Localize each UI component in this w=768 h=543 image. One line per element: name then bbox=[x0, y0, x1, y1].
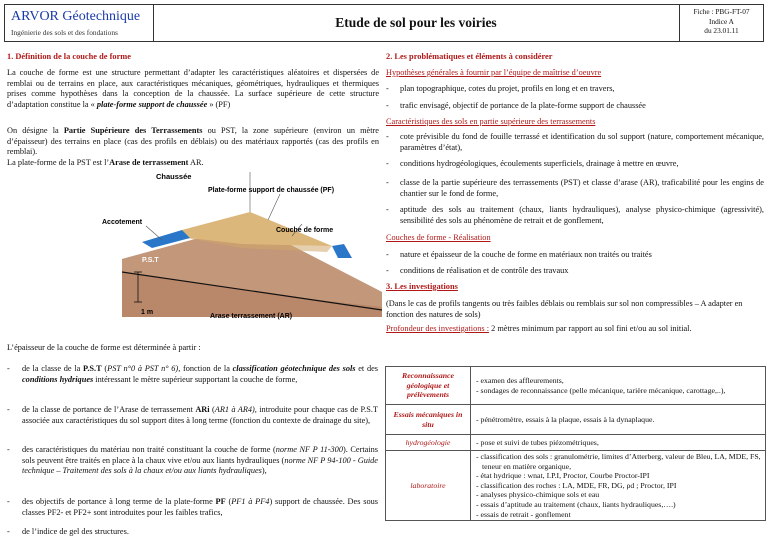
bullet-dash: - bbox=[386, 159, 389, 168]
row-header: Reconnaissance géologique et prélèvements bbox=[386, 367, 471, 405]
text-run: ou PST, la zone supérieure (environ un mètre d’épaisseur) des terrains en place (cas des profils en déblais) ou des matériaux rapportés (cas des profils en remblai). bbox=[7, 126, 379, 157]
text-run: ) support de chaussée. Des sous classes PF2- et PF2+ sont introduites pour les faibles trafics, bbox=[22, 497, 378, 517]
text-run: essais de retrait - gonflement bbox=[480, 509, 571, 519]
emphasis: plate-forme support de chaussée bbox=[96, 99, 208, 109]
emphasis: classification géotechnique des sols bbox=[232, 364, 356, 373]
list-item: nature et épaisseur de la couche de forme en matériaux non traités ou traités bbox=[400, 250, 652, 259]
brand-name: ARVOR Géotechnique bbox=[11, 9, 141, 24]
ref-line: Fiche : PBG-FT-07 bbox=[693, 7, 750, 16]
leader-line bbox=[146, 226, 162, 240]
label-pf-text: Plate-forme support de chaussée (PF) bbox=[208, 187, 335, 194]
list-item: trafic envisagé, objectif de portance de la plate-forme support de chaussée bbox=[400, 101, 646, 110]
text-run: » (PF) bbox=[207, 99, 231, 109]
list-item: conditions de réalisation et de contrôle des travaux bbox=[400, 266, 569, 275]
depth-value: 2 mètres minimum par rapport au sol fini et/ou au sol initial. bbox=[489, 324, 692, 333]
investigations-table bbox=[385, 366, 766, 521]
label-1m: 1 m bbox=[141, 309, 154, 316]
italic-run: PF1 à PF4 bbox=[231, 497, 270, 506]
investigation-depth bbox=[386, 324, 764, 335]
accotement-right bbox=[332, 244, 352, 258]
text-run: classification des sols : granulométrie, limites d’Atterberg, valeur de Bleu, LA, MDE, FS, teneur en matière organique, bbox=[480, 452, 761, 471]
section-1-title: 1. Définition de la couche de forme bbox=[7, 52, 131, 61]
italic-run: norme NF P 11-300 bbox=[275, 445, 343, 454]
emphasis: Arase de terrassement bbox=[109, 157, 189, 167]
text-run: On désigne la bbox=[7, 126, 64, 135]
list-item: de l’indice de gel des structures. bbox=[22, 527, 129, 536]
bullet-dash: - bbox=[386, 101, 389, 110]
depth-label: Profondeur des investigations : bbox=[386, 324, 490, 333]
label-pf bbox=[208, 187, 334, 194]
bullet-dash: - bbox=[386, 205, 389, 214]
list-item: - classification des roches : LA, MDE, FR, DG, ρd ; Proctor, IPI bbox=[476, 480, 677, 490]
list-item bbox=[22, 405, 378, 426]
text-run: examen des affleurements, bbox=[480, 375, 564, 385]
section-3-note: (Dans le cas de profils tangents ou très faibles déblais ou remblais sur sol non compressibles – A adapter en fonction des natures de sols) bbox=[386, 299, 743, 319]
label-couche-de-forme: Couche de forme bbox=[276, 227, 334, 234]
text-run: de la classe de portance de l’Arase de terrassement bbox=[22, 405, 196, 414]
list-item: - pénétromètre, essais à la plaque, essais à la dynaplaque. bbox=[476, 414, 655, 424]
text-run: essais d’aptitude au traitement (chaux, liants hydrauliques,….) bbox=[480, 499, 676, 509]
list-item: aptitude des sols au traitement (chaux, liants hydrauliques), analyse physico-chimique (agressivité), sensibilité des sols au phénomène de retrait et de gonflement, bbox=[400, 205, 764, 225]
text-run: des caractéristiques du matériau non traité constituant la couche de forme ( bbox=[22, 445, 276, 454]
text-run: classification des roches : LA, MDE, FR, DG, ρd ; Proctor, IPI bbox=[480, 480, 677, 490]
text-run: ( bbox=[101, 364, 108, 373]
row-header: laboratoire bbox=[386, 451, 471, 521]
ref-line: Indice A bbox=[709, 16, 734, 26]
list-item: - essais de retrait - gonflement bbox=[476, 509, 571, 519]
bullet-dash: - bbox=[386, 132, 389, 141]
list-item: cote prévisible du fond de fouille terrassé et identification du sol support (nature, comportement mécanique, paramètres d’état), bbox=[400, 132, 764, 152]
subheading: Hypothèses générales à fournir par l’équipe de maîtrise d’oeuvre bbox=[386, 68, 602, 77]
list-item: - examen des affleurements, bbox=[476, 375, 564, 385]
text-run: introduite pour chaque cas de P.S.T associée aux caractéristiques du sol support dites à long terme (fonction du contexte de drainage du site), bbox=[22, 405, 378, 425]
page-header bbox=[4, 4, 764, 42]
text-run: ( bbox=[225, 497, 232, 506]
label-pst: P.S.T bbox=[142, 257, 159, 264]
row-content bbox=[471, 435, 766, 451]
emphasis: ARi bbox=[195, 405, 210, 414]
table-row bbox=[386, 405, 766, 435]
table-row bbox=[386, 367, 766, 405]
section-3-title: 3. Les investigations bbox=[386, 282, 458, 291]
text-run: ( bbox=[209, 405, 215, 414]
bullet-dash: - bbox=[7, 405, 10, 414]
emphasis: conditions hydriques bbox=[22, 374, 94, 384]
subheading: Caractéristiques des sols en partie supérieure des terrassements bbox=[386, 117, 596, 126]
list-item: - état hydrique : wnat, I.P.I, Proctor, Courbe Proctor-IPI bbox=[476, 471, 650, 481]
list-item: plan topographique, cotes du projet, profils en long et en travers, bbox=[400, 84, 615, 93]
leader-line bbox=[268, 194, 280, 220]
bullet-dash: - bbox=[7, 364, 10, 373]
row-content bbox=[471, 451, 766, 521]
paragraph: La couche de forme est une structure permettant d’adapter les caractéristiques aléatoires et dispersées de remblai ou de terrains en place, aux caractéristiques mécaniques, géométriques, hydrauliques et thermiques prises comme hypothèses dans la conception de la chaussée. bbox=[7, 68, 379, 99]
emphasis: PF bbox=[215, 497, 226, 506]
ref-line: du 23.01.11 bbox=[704, 26, 739, 35]
italic-run: norme NF P 94-100 - Guide technique – Traitement des sols à la chaux et/ou aux liants hydrauliques bbox=[22, 455, 378, 476]
italic-run: AR1 à AR4), bbox=[214, 405, 257, 414]
brand-subtitle: Ingénierie des sols et des fondations bbox=[11, 28, 118, 37]
text-run: La plate-forme de la PST est l’ bbox=[7, 157, 110, 167]
list-item: classe de la partie supérieure des terrassements (PST) et classe d’arase (AR), traficabilité pour les engins de chantier sur le fond de forme, bbox=[400, 178, 764, 198]
bullet-dash: - bbox=[386, 178, 389, 187]
section-1-intro bbox=[7, 68, 379, 110]
bullet-dash: - bbox=[386, 250, 389, 259]
section-1-lead: L’épaisseur de la couche de forme est déterminée à partir : bbox=[7, 343, 201, 352]
row-header: hydrogéologie bbox=[386, 435, 471, 451]
text-run: analyses physico-chimique sols et eau bbox=[480, 490, 600, 500]
subheading: Couches de forme - Réalisation bbox=[386, 233, 491, 242]
text-run: ). Certains sols peuvent être traités en place à la chaux vive et/ou aux liants hydrauliques ( bbox=[22, 445, 379, 465]
label-accotement: Accotement bbox=[102, 219, 143, 226]
table-row bbox=[386, 435, 766, 451]
bullet-dash: - bbox=[386, 266, 389, 275]
list-item: - sondages de reconnaissance (pelle mécanique, tarière mécanique, carottage,..), bbox=[476, 385, 726, 395]
text-run: sondages de reconnaissance (pelle mécanique, tarière mécanique, carottage,..), bbox=[480, 385, 726, 395]
list-item bbox=[22, 497, 378, 518]
list-item: - analyses physico-chimique sols et eau bbox=[476, 490, 600, 500]
section-1-pst bbox=[7, 126, 379, 168]
text-run: pose et suivi de tubes piézométriques, bbox=[480, 437, 599, 447]
emphasis: Partie Supérieure des Terrassements bbox=[63, 126, 203, 135]
bullet-dash: - bbox=[7, 497, 10, 506]
label-arase: Arase terrassement (AR) bbox=[210, 313, 293, 320]
text-run: , fonction de la bbox=[178, 364, 233, 373]
label-chaussee: Chaussée bbox=[156, 172, 192, 181]
reference-cell bbox=[679, 5, 763, 41]
list-item: conditions hydrogéologiques, écoulements superficiels, drainage à mettre en œuvre, bbox=[400, 159, 679, 168]
brand-cell bbox=[5, 5, 154, 41]
list-item: - pose et suivi de tubes piézométriques, bbox=[476, 437, 599, 447]
road-cross-section-diagram bbox=[82, 172, 382, 320]
row-header: Essais mécaniques in situ bbox=[386, 405, 471, 435]
text-run: et des bbox=[355, 364, 379, 373]
bullet-dash: - bbox=[7, 527, 10, 536]
bullet-dash: - bbox=[386, 84, 389, 93]
emphasis: P.S.T bbox=[83, 364, 102, 373]
section-2-title: 2. Les problématiques et éléments à considérer bbox=[386, 52, 553, 61]
text-run: ), bbox=[261, 466, 267, 476]
text-run: AR. bbox=[188, 157, 204, 167]
text-run: intéressant le mètre supérieur supportant la couche de forme, bbox=[93, 374, 298, 384]
text-run: de la classe de la bbox=[22, 364, 84, 373]
list-item bbox=[22, 364, 378, 385]
list-item: - classification des sols : granulométrie, limites d’Atterberg, valeur de Bleu, LA, MDE, FS, teneur en matière organique, bbox=[476, 452, 761, 471]
row-content bbox=[471, 367, 766, 405]
table-row bbox=[386, 451, 766, 521]
document-title: Etude de sol pour les voiries bbox=[335, 15, 497, 30]
text-run: La surface supérieure de cette structure d’adaptation constitue la « bbox=[7, 89, 379, 109]
italic-run: PST n°0 à PST n° 6) bbox=[107, 364, 179, 373]
text-run: pénétromètre, essais à la plaque, essais à la dynaplaque. bbox=[480, 414, 655, 424]
list-item bbox=[22, 445, 378, 477]
row-content bbox=[471, 405, 766, 435]
list-item: - essais d’aptitude au traitement (chaux, liants hydrauliques,….) bbox=[476, 499, 676, 509]
text-run: état hydrique : wnat, I.P.I, Proctor, Courbe Proctor-IPI bbox=[480, 471, 650, 481]
bullet-dash: - bbox=[7, 445, 10, 454]
text-run: des objectifs de portance à long terme de la plate-forme bbox=[22, 497, 216, 506]
